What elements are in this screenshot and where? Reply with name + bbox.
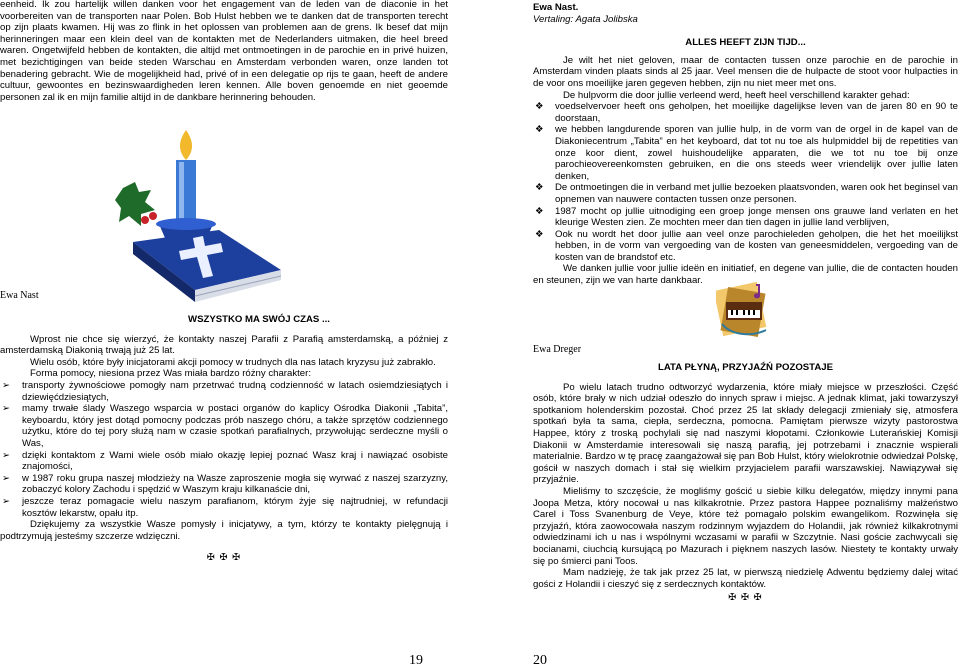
list-item [533,101,958,124]
right-dutch-author: Ewa Nast. [533,2,579,13]
list-item [0,450,448,473]
right-dutch-translator: Vertaling: Agata Jolibska [533,13,638,25]
right-dutch-section [533,2,958,287]
right-dutch-bullets [533,101,958,263]
right-dutch-p1: Je wilt het niet geloven, maar de contacten tussen onze parochie en de parochie in Amsterdam vinden plaats sinds al 25 jaar. Veel mensen die de hulpacte de stoot voor hulpacties in de voor ons moeilijke jaren gegeven hebben, zijn nu niet meer met ons. [533,54,958,89]
berry-icon [141,216,149,224]
arrow-bullet-icon: ➢ [2,379,11,391]
list-item-text: we hebben langdurende sporen van jullie hulp, in de vorm van de orgel in de kapel van de Diakoniecentrum „Tabita” en het keyboard, dat tot nu toe als hulpmiddel bij de repetities van onze koor dient, zowel huishoudelijke apparaten, die we tot nu toe bij onze parochieovereenkomsten gebruiken, en die ons steeds weer vriendelijk over jullie laten denken, [555,124,958,182]
list-item [533,229,958,264]
diamond-bullet-icon: ❖ [535,228,544,240]
left-polish-bullets [0,380,448,519]
left-top-paragraph: eenheid. Ik zou hartelijk willen danken voor het engagement van de leden van de diaconie in het voorbereiten van de transporten naar Polen. Bob Hulst hebben we te danken dat de transporten terecht op zijn plaats kwamen. Hij was zo flink in het oplossen van problemen aan de grens. Ik besef dat mijn herinneringen maar een klein deel van de kontakten met de Nederlanders uitmaken, die heel breed waren. Ongetwijfeld hebben de kontakten, die altijd met ontmoetingen in de parochie en in privé huizen, met bezichtigingen van beide steden Warschau en Amsterdam verbonden waren, onze landen tot benadering gebracht. Wie de mogelijkheid had, privé of in een delegatie op rijs te gaan, heeft de andere cultuur, gewoontes en bezinswaardigheden leren kennen. Alle boven genoemde en niet geoemde personen zal ik en mijn familie altijd in de dankbare herinnering behouden. [0,0,448,103]
diamond-bullet-icon: ❖ [535,124,544,136]
holly-icon [115,182,155,226]
list-item [0,473,448,496]
list-item-text: voedselvervoer heeft ons geholpen, het moeilijke dagelijkse leven van de jaren 80 en 90 te doorstaan, [555,101,958,124]
page-number-left: 19 [409,653,423,668]
left-polish-title: WSZYSTKO MA SWÓJ CZAS ... [188,314,330,325]
right-polish-section [533,362,958,613]
list-item [0,403,448,449]
right-polish-p1: Po wielu latach trudno odtworzyć wydarzenia, które miały miejsce w przeszłości. Część osób, które brały w nich udział odeszło do innych spraw i miejsc. A jednak klimat, jaki towarzyszył spotkaniom holenderskim pozostał. Choć przez 25 lat składy delegacji zmieniały się, atmosfera spotkań była ta sama, ciepła, serdeczna, pomocna. Pamiętam pierwsze wizyty pastorostwa Happee, który z troską pochylali się nad naszymi kłopotami. Członkowie Luterańskiej Komisji Diakonii w Amsterdamie interesowali się naszą parafią, jej potrzebami i znacznie wspierali materialnie. Bardzo w tę pracę zaangażował się pan Bob Hulst, który wielokrotnie odwiedzał Polskę, gościł w naszych domach i stał się wielkim przyjacielem parafii warszawskiej. Nawiązywał się przyjaźnie. [533,381,959,486]
diamond-bullet-icon: ❖ [535,205,544,217]
right-dutch-title: ALLES HEEFT ZIJN TIJD... [685,37,806,49]
list-item-text: Ook nu wordt het door jullie aan veel onze parochieleden geholpen, die het het moeilijkst hebben, in de vorm van vergoeding van de kosten van geneesmiddelen, vergoeding van de kosten van de brandstof etc. [555,228,958,263]
diamond-bullet-icon: ❖ [535,101,544,113]
list-item [0,496,448,519]
left-polish-section [0,314,448,573]
right-polish-p2: Mieliśmy to szczęście, że mogliśmy gościć u siebie kilku delegatów, między innymi pana Joopa Metza, który nocował u nas kilkakrotnie. Przez pastora Happee poznaliśmy małżeństwo Carel i Toss Svanenburg de Veye, które też pomagało polskim ewangelikom. Rozwinęła się przyjaźń, która zaowocowała naszym rodzinnym wyjazdem do Holandii, jak również kilkakrotnymi odwiedzinami ich u nas i wspólnymi wczasami w parafii w Szczytnie. Nasi goście zachwycali się bocianami, ciuchcią kursującą po Mazurach i pięknem naszych lasów. Niestety te kontakty urwały się po śmierci pani Toos. [533,485,958,567]
left-polish-stars: ✠ ✠ ✠ [206,552,242,564]
piano-notes-illustration [716,280,772,342]
right-polish-title: LATA PŁYNĄ, PRZYJAŹŃ POZOSTAJE [657,362,833,373]
list-item [533,206,958,229]
left-polish-p1: Wprost nie chce się wierzyć, że kontakty naszej Parafii z Parafią amsterdamską, a później z amsterdamską Diakonią trwają już 25 lat. [0,333,448,357]
list-item [533,182,958,205]
diamond-bullet-icon: ❖ [535,182,544,194]
right-dutch-p2: De hulpvorm die door jullie verleend werd, heeft heel verschillend karakter gehad: [563,89,910,101]
right-signature: Ewa Dreger [533,344,582,355]
left-polish-p3: Forma pomocy, niesiona przez Was miała bardzo różny charakter: [30,368,311,380]
right-polish-stars: ✠ ✠ ✠ [728,592,763,604]
right-polish-p3: Mam nadzieję, że tak jak przez 25 lat, w pierwszą niedzielę Adwentu będziemy dalej witać gości z Holandii i cieszyć się z serdecznych kontaktów. [533,567,958,590]
arrow-bullet-icon: ➢ [2,495,11,507]
left-signature: Ewa Nast [0,290,39,301]
arrow-bullet-icon: ➢ [2,403,11,415]
right-dutch-p3: We danken jullie voor jullie ideën en initiatief, en degene van jullie, die de contacten houden en steunen, zijn we van harte dankbaar. [533,263,958,287]
left-top-section [0,0,448,103]
left-polish-p4: Dziękujemy za wszystkie Wasze pomysły i inicjatywy, a tym, którzy te kontakty pielęgnują i podtrzymują jesteśmy szczerze wdzięczni. [0,519,448,542]
list-item [533,124,958,182]
arrow-bullet-icon: ➢ [2,449,11,461]
list-item-text: w 1987 roku grupa naszej młodzieży na Wasze zaproszenie mogła się wyrwać z naszej szarzyzny, zobaczyć kolory Zachodu i spędzić w Waszym kraju kilkanaście dni, [22,472,448,496]
flame-icon [180,130,192,160]
bible-candle-illustration [115,130,285,306]
list-item [0,380,448,403]
page-number-right: 20 [533,653,547,668]
list-item-text: 1987 mocht op jullie uitnodiging een groep jonge mensen ons grauwe land verlaten en het kleurige Westen zien. Ze mochten meer dan tien dagen in jullie land verblijven, [555,205,958,229]
list-item-text: jeszcze teraz pomagacie wielu naszym parafianom, którym żyje się najtrudniej, w refundacji kosztów lekarstw, opału itp. [22,495,448,519]
list-item-text: dzięki kontaktom z Wami wiele osób miało okazję lepiej poznać Wasz kraj i nawiązać osobiste znajomości, [22,449,448,473]
list-item-text: transporty żywnościowe pomogły nam przetrwać trudną codzienność w latach osiemdziesiątych i dziewięćdziesiątych, [22,379,448,403]
left-polish-p2: Wielu osób, które były inicjatorami akcji pomocy w trudnych dla nas latach kryzysu już zabrakło. [30,356,436,368]
arrow-bullet-icon: ➢ [2,472,11,484]
list-item-text: mamy trwałe ślady Waszego wsparcia w postaci organów do kaplicy Ośrodka Diakonii „Tabita”, keyboardu, który jest dotąd pomocny podczas prób naszego chóru, a także sprzętów codziennego użytku, które do tej pory służą nam w czasie spotkań parafialnych, przywołując serdeczne myśli o Was, [22,403,448,449]
list-item-text: De ontmoetingen die in verband met jullie bezoeken plaatsvonden, waren ook het beginsel van opnemen van nauwere contacten tussen onze personen. [555,182,958,205]
